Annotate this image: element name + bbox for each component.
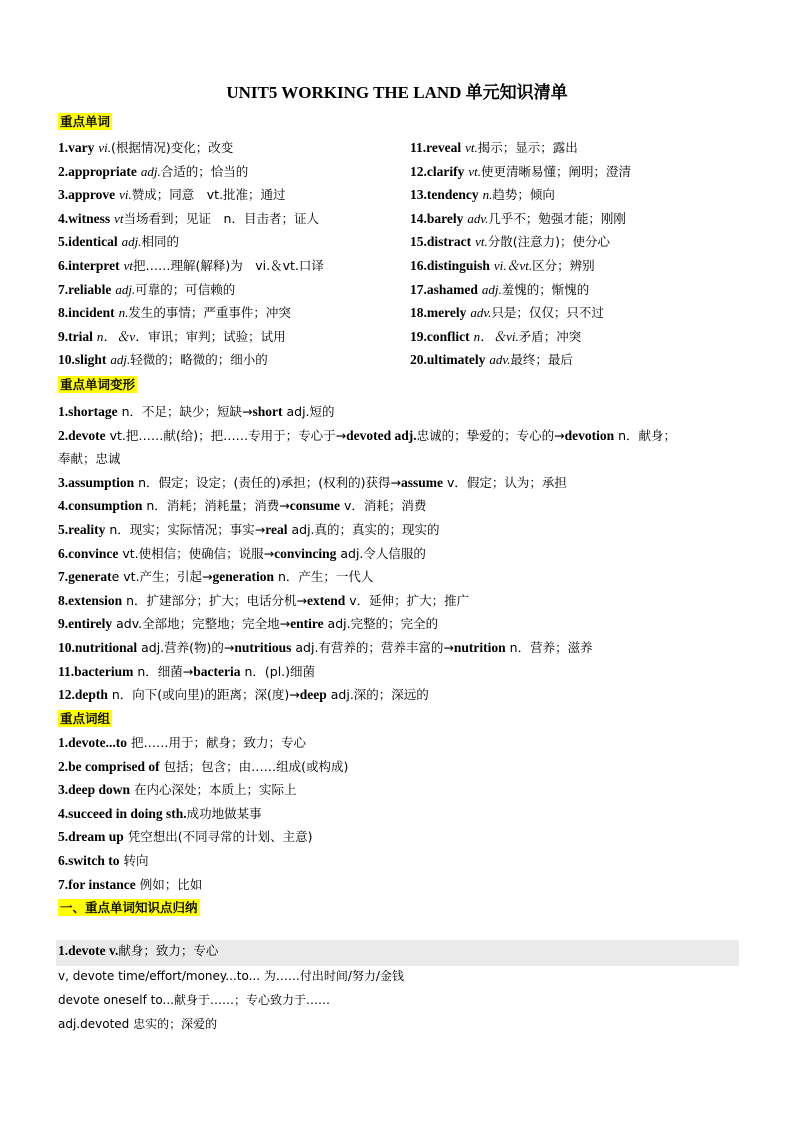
word-entry (410, 187, 555, 203)
word-entry (58, 282, 235, 298)
word-entry (58, 258, 324, 274)
point-header-box (56, 940, 739, 966)
word-entry (410, 305, 604, 321)
word-entry (58, 329, 286, 345)
word-entry (58, 305, 291, 321)
form-entry (58, 546, 426, 562)
form-entry (58, 687, 429, 703)
word-pos: vi. (98, 140, 111, 155)
form-def: 奉献；忠诚 (58, 451, 121, 467)
form-def: vt.把……献(给)；把……专用于；专心于→ (105, 427, 347, 443)
form-def: adj.短的 (282, 404, 335, 419)
word-def: 只是；仅仅；只不过 (491, 305, 604, 321)
section-heading-words: 重点单词 (60, 114, 111, 129)
form-entry (58, 593, 469, 609)
form-word: generation (212, 569, 275, 585)
form-word: real (265, 522, 288, 537)
phrase-entry (58, 829, 313, 845)
word-entry (410, 140, 578, 156)
form-word: consume (289, 498, 341, 514)
word-pos: vt. (475, 234, 488, 250)
word-head: 4.witness (58, 210, 111, 226)
phrase-entry (58, 806, 262, 822)
form-def: v．假定；认为；承担 (443, 474, 567, 490)
word-def: 矛盾；冲突 (518, 328, 582, 344)
word-entry (410, 211, 626, 227)
word-pos: n. (482, 187, 493, 203)
form-word: nutritious (234, 640, 292, 655)
form-def: n．产生；一代人 (274, 569, 374, 585)
word-pos: n. (118, 305, 129, 321)
word-def: 揭示；显示；露出 (477, 140, 578, 155)
word-entry (410, 329, 581, 345)
form-word: 1.shortage (58, 404, 118, 419)
word-head: 18.merely (410, 305, 467, 321)
phrase-def: 把……用于；献身；致力；专心 (126, 735, 306, 750)
word-head: 17.ashamed (410, 281, 478, 297)
word-head: 1.vary (58, 140, 95, 155)
word-entry (58, 211, 319, 227)
form-entry (58, 451, 121, 467)
word-head: 2.appropriate (58, 163, 137, 179)
point-head: 1.devote v. (58, 943, 119, 958)
form-word: short (252, 404, 283, 419)
word-pos: adj. (140, 163, 161, 179)
form-def: n．现实；实际情况；事实→ (105, 522, 266, 537)
form-entry (58, 522, 440, 538)
phrase-entry (58, 877, 202, 893)
word-head: 9.trial (58, 328, 93, 344)
word-pos: vi.＆vt. (493, 258, 533, 273)
point-def: 献身；致力；专心 (118, 943, 219, 958)
form-def: adj.令人信服的 (336, 545, 426, 561)
form-def: n．扩建部分；扩大；电话分机→ (122, 592, 307, 608)
form-def: vt.使相信；使确信；说服→ (118, 545, 275, 561)
form-def: e vt.产生；引起→ (111, 569, 213, 585)
form-def: n．消耗；消耗量；消费→ (142, 498, 290, 514)
word-pos: vi. (119, 187, 132, 203)
phrase-def: 成功地做某事 (186, 805, 262, 821)
phrase-head: 5.dream up (58, 829, 124, 845)
form-def: adj.深的；深远的 (326, 687, 429, 703)
word-def: 把……理解(解释)为 vi.＆vt.口译 (132, 258, 324, 273)
word-head: 5.identical (58, 234, 118, 250)
form-word: 7.generat (58, 569, 112, 585)
form-def: n．细菌→ (133, 663, 194, 679)
phrase-head: 3.deep down (58, 782, 131, 798)
form-entry (58, 475, 567, 491)
phrase-def: 转向 (119, 853, 149, 868)
word-head: 13.tendency (410, 187, 479, 203)
word-pos: adv. (467, 210, 489, 226)
form-entry (58, 640, 593, 656)
section-heading-points: 一、重点单词知识点归纳 (60, 900, 198, 915)
word-pos: vt (114, 210, 124, 226)
phrase-head: 6.switch to (58, 853, 120, 868)
form-word: convincing (274, 545, 337, 561)
form-entry (58, 498, 426, 514)
form-entry (58, 616, 438, 632)
word-entry (410, 282, 589, 298)
form-def: adj.营养(物)的→ (137, 640, 235, 655)
word-entry (410, 164, 631, 180)
form-def: v．消耗；消费 (340, 498, 427, 514)
phrase-def: 凭空想出(不同寻常的计划、主意) (123, 829, 313, 845)
word-pos: adv. (489, 352, 511, 368)
form-entry (58, 404, 335, 420)
phrase-def: 在内心深处；本质上；实际上 (130, 782, 297, 798)
form-word: 5.reality (58, 522, 106, 537)
word-head: 16.distinguish (410, 258, 490, 273)
form-entry (58, 428, 676, 444)
word-pos: n．＆vi. (473, 328, 519, 344)
word-head: 8.incident (58, 305, 115, 321)
form-word: 2.devote (58, 427, 106, 443)
word-head: 14.barely (410, 210, 464, 226)
form-word: nutrition (453, 640, 506, 655)
word-def: 赞成；同意 vt.批准；通过 (131, 187, 286, 203)
form-word: 9.entirely (58, 616, 113, 632)
form-word: 3.assumption (58, 474, 135, 490)
point-line: devote oneself to...献身于……；专心致力于…… (58, 993, 330, 1007)
word-head: 7.reliable (58, 281, 112, 297)
point-header (58, 943, 218, 959)
word-pos: vt. (465, 140, 478, 155)
word-def: 当场看到；见证 n．目击者；证人 (123, 210, 319, 226)
form-word: deep (299, 687, 327, 703)
word-head: 6.interpret (58, 258, 120, 273)
form-word: 10.nutritional (58, 640, 138, 655)
word-def: 羞愧的；惭愧的 (501, 281, 590, 297)
word-head: 3.approve (58, 187, 116, 203)
form-word: assume (401, 474, 444, 490)
form-word: extend (307, 592, 346, 608)
phrase-entry (58, 853, 148, 869)
word-def: 最终；最后 (510, 352, 573, 368)
form-word: 12.depth (58, 687, 108, 703)
form-word: 6.convince (58, 545, 119, 561)
form-def: adj.真的；真实的；现实的 (287, 522, 440, 537)
word-pos: n．＆v． (96, 328, 149, 344)
word-def: 合适的；恰当的 (160, 163, 249, 179)
form-word: devotion (564, 427, 615, 443)
phrase-head: 2.be comprised of (58, 758, 160, 774)
form-def: n．不足；缺少；短缺→ (117, 404, 253, 419)
word-def: 可靠的；可信赖的 (135, 281, 236, 297)
word-head: 11.reveal (410, 140, 462, 155)
form-word: bacteria (193, 663, 241, 679)
word-entry (410, 234, 610, 250)
form-word: entire (290, 616, 324, 632)
phrase-head: 4.succeed in doing sth. (58, 805, 187, 821)
phrase-entry (58, 782, 297, 798)
word-def: 审讯；审判；试验；试用 (148, 328, 286, 344)
form-word: devoted adj. (346, 427, 417, 443)
word-def: 几乎不；勉强才能；刚刚 (488, 210, 626, 226)
word-pos: adj. (121, 234, 142, 250)
word-pos: adj. (115, 281, 136, 297)
word-def: 轻微的；略微的；细小的 (130, 352, 268, 368)
word-entry (58, 234, 179, 250)
word-pos: vt. (468, 163, 481, 179)
word-pos: adj. (481, 281, 502, 297)
form-entry (58, 569, 373, 585)
section-heading-phrases: 重点词组 (60, 711, 111, 726)
form-word: 8.extension (58, 592, 123, 608)
word-def: 使更清晰易懂；阐明；澄清 (480, 163, 631, 179)
page-title: UNIT5 WORKING THE LAND 单元知识清单 (226, 83, 568, 102)
phrase-entry (58, 759, 348, 775)
word-head: 19.conflict (410, 328, 470, 344)
word-def: (根据情况)变化；改变 (111, 140, 234, 155)
section-heading-forms: 重点单词变形 (60, 377, 136, 392)
form-word: 11.bacterium (58, 663, 134, 679)
phrase-head: 1.devote...to (58, 735, 127, 750)
word-pos: vt (123, 258, 133, 273)
form-def: 忠诚的；挚爱的；专心的→ (416, 427, 565, 443)
word-head: 10.slight (58, 352, 107, 368)
form-def: adj.完整的；完全的 (323, 616, 439, 632)
word-def: 区分；辨别 (532, 258, 595, 273)
phrase-def: 包括；包含；由……组成(或构成) (159, 758, 349, 774)
form-def: n．(pl.)细菌 (240, 663, 316, 679)
form-def: adv.全部地；完整地；完全地→ (112, 616, 291, 632)
form-def: n．假定；设定；(责任的)承担；(权利的)获得→ (134, 474, 402, 490)
word-def: 发生的事情；严重事件；冲突 (128, 305, 291, 321)
word-def: 分散(注意力)；使分心 (487, 234, 611, 250)
word-head: 20.ultimately (410, 352, 486, 368)
word-pos: adv. (470, 305, 492, 321)
form-entry (58, 664, 315, 680)
form-def: n．营养；滋养 (505, 640, 593, 655)
form-def: v．延伸；扩大；推广 (345, 592, 470, 608)
word-entry (58, 187, 286, 203)
word-entry (58, 352, 268, 368)
point-line: v, devote time/effort/money...to... 为……付出时间/努力/金钱 (58, 969, 404, 983)
form-word: 4.consumption (58, 498, 143, 514)
word-entry (410, 258, 595, 274)
phrase-def: 例如；比如 (135, 876, 203, 892)
word-def: 相同的 (141, 234, 179, 250)
form-def: n．献身； (614, 427, 677, 443)
word-entry (58, 140, 233, 156)
word-pos: adj. (110, 352, 131, 368)
point-line: adj.devoted 忠实的；深爱的 (58, 1017, 218, 1031)
word-head: 12.clarify (410, 163, 465, 179)
form-def: adj.有营养的；营养丰富的→ (291, 640, 454, 655)
word-entry (58, 164, 248, 180)
word-entry (410, 352, 573, 368)
word-def: 趋势；倾向 (492, 187, 555, 203)
phrase-entry (58, 735, 306, 751)
form-def: n．向下(或向里)的距离；深(度)→ (107, 687, 300, 703)
phrase-head: 7.for instance (58, 876, 136, 892)
word-head: 15.distract (410, 234, 472, 250)
